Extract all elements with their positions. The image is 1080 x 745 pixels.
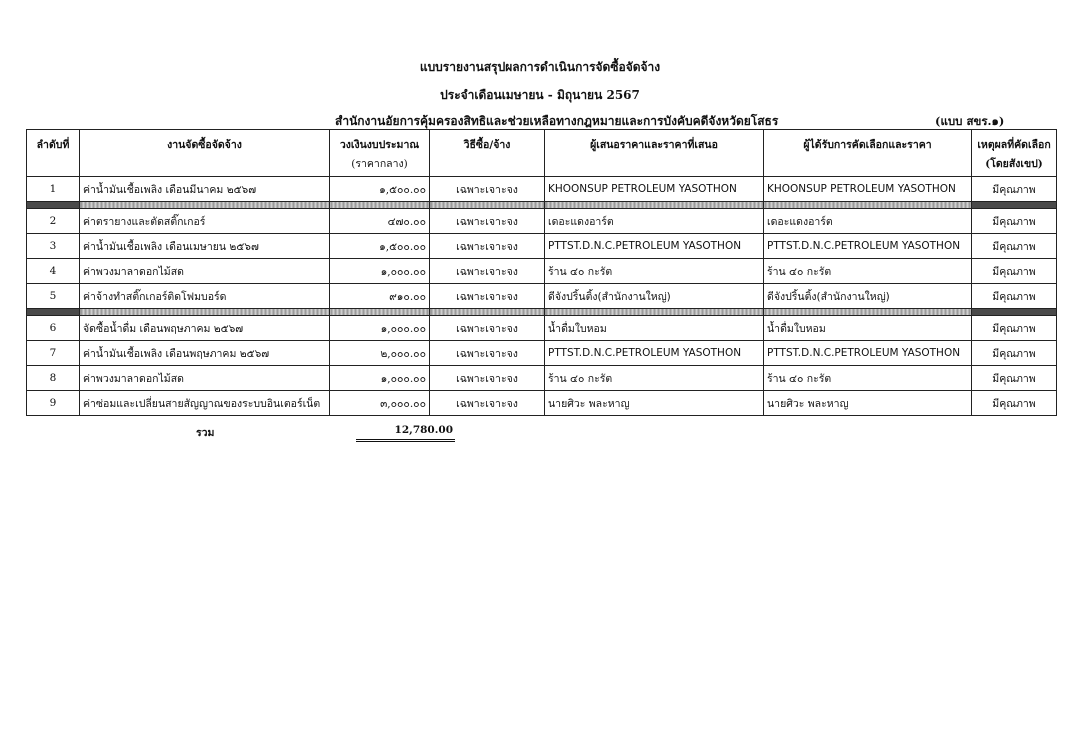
cell-reason: มีคุณภาพ [972, 391, 1057, 416]
cell-no: 6 [27, 316, 80, 341]
cell-method: เฉพาะเจาะจง [430, 391, 545, 416]
table-row [27, 284, 1057, 309]
separator-cell [330, 202, 430, 209]
cell-winner: เดอะแดงอาร์ต [764, 209, 972, 234]
total-label: รวม [196, 427, 215, 439]
cell-item: ค่าตรายางและตัดสติ๊กเกอร์ [80, 209, 330, 234]
cell-bidder: KHOONSUP PETROLEUM YASOTHON [545, 177, 764, 202]
separator-cell [430, 309, 545, 316]
table-row [27, 341, 1057, 366]
separator-cell [972, 202, 1057, 209]
cell-amount: ๔๗๐.๐๐ [330, 209, 430, 234]
table-row [27, 177, 1057, 202]
separator-cell [27, 309, 80, 316]
cell-item: ค่าพวงมาลาดอกไม้สด [80, 366, 330, 391]
cell-no: 2 [27, 209, 80, 234]
header-reason [972, 130, 1057, 177]
separator-cell [764, 202, 972, 209]
header-reason-label: เหตุผลที่คัดเลือก [977, 139, 1051, 151]
header-budget [330, 130, 430, 177]
cell-amount: ๑,๐๐๐.๐๐ [330, 316, 430, 341]
header-item-label: งานจัดซื้อจัดจ้าง [167, 139, 242, 151]
cell-amount: ๙๑๐.๐๐ [330, 284, 430, 309]
separator-cell [972, 309, 1057, 316]
cell-method: เฉพาะเจาะจง [430, 259, 545, 284]
cell-item: ค่าน้ำมันเชื้อเพลิง เดือนพฤษภาคม ๒๕๖๗ [80, 341, 330, 366]
cell-method: เฉพาะเจาะจง [430, 284, 545, 309]
table-header-row [27, 130, 1057, 177]
header-budget-label: วงเงินงบประมาณ [339, 139, 420, 151]
separator-cell [80, 309, 330, 316]
cell-winner: PTTST.D.N.C.PETROLEUM YASOTHON [764, 341, 972, 366]
separator-cell [330, 309, 430, 316]
separator-cell [545, 309, 764, 316]
cell-reason: มีคุณภาพ [972, 234, 1057, 259]
cell-amount: ๑,๐๐๐.๐๐ [330, 366, 430, 391]
total-amount: 12,780.00 [394, 424, 453, 436]
form-code: (แบบ สขร.๑) [935, 114, 1005, 128]
cell-bidder: นายศิวะ พละหาญ [545, 391, 764, 416]
cell-winner: ดีจังปริ้นติ้ง(สำนักงานใหญ่) [764, 284, 972, 309]
cell-item: ค่าจ้างทำสติ๊กเกอร์ติดโฟมบอร์ด [80, 284, 330, 309]
separator-cell [545, 202, 764, 209]
cell-winner: นายศิวะ พละหาญ [764, 391, 972, 416]
header-item [80, 130, 330, 177]
cell-amount: ๑,๕๐๐.๐๐ [330, 177, 430, 202]
cell-reason: มีคุณภาพ [972, 284, 1057, 309]
cell-reason: มีคุณภาพ [972, 316, 1057, 341]
header-bidder-label: ผู้เสนอราคาและราคาที่เสนอ [590, 139, 718, 151]
cell-amount: ๓,๐๐๐.๐๐ [330, 391, 430, 416]
cell-no: 3 [27, 234, 80, 259]
cell-winner: น้ำดื่มใบหอม [764, 316, 972, 341]
total-double-underline [356, 439, 455, 442]
table-row [27, 316, 1057, 341]
table-row [27, 391, 1057, 416]
office-name: สำนักงานอัยการคุ้มครองสิทธิและช่วยเหลือทางกฎหมายและการบังคับคดีจังหวัดยโสธร [335, 114, 779, 128]
cell-item: ค่าซ่อมและเปลี่ยนสายสัญญาณของระบบอินเตอร์เน็ต [80, 391, 330, 416]
cell-no: 9 [27, 391, 80, 416]
cell-no: 5 [27, 284, 80, 309]
separator-cell [764, 309, 972, 316]
cell-winner: PTTST.D.N.C.PETROLEUM YASOTHON [764, 234, 972, 259]
cell-bidder: ร้าน ๔๐ กะรัต [545, 366, 764, 391]
cell-method: เฉพาะเจาะจง [430, 316, 545, 341]
procurement-table [26, 129, 1057, 416]
report-title: แบบรายงานสรุปผลการดำเนินการจัดซื้อจัดจ้าง [419, 60, 661, 74]
cell-no: 8 [27, 366, 80, 391]
cell-bidder: ดีจังปริ้นติ้ง(สำนักงานใหญ่) [545, 284, 764, 309]
cell-amount: ๑,๐๐๐.๐๐ [330, 259, 430, 284]
cell-bidder: ร้าน ๔๐ กะรัต [545, 259, 764, 284]
cell-item: จัดซื้อน้ำดื่ม เดือนพฤษภาคม ๒๕๖๗ [80, 316, 330, 341]
table-row [27, 366, 1057, 391]
header-method [430, 130, 545, 177]
cell-no: 4 [27, 259, 80, 284]
total-row [26, 424, 453, 444]
cell-bidder: เดอะแดงอาร์ต [545, 209, 764, 234]
cell-no: 1 [27, 177, 80, 202]
cell-item: ค่าพวงมาลาดอกไม้สด [80, 259, 330, 284]
month-separator [27, 202, 1057, 209]
cell-reason: มีคุณภาพ [972, 259, 1057, 284]
cell-reason: มีคุณภาพ [972, 366, 1057, 391]
cell-winner: ร้าน ๔๐ กะรัต [764, 259, 972, 284]
header-reason-sub: (โดยสังเขป) [985, 158, 1043, 170]
table-row [27, 259, 1057, 284]
cell-amount: ๒,๐๐๐.๐๐ [330, 341, 430, 366]
cell-method: เฉพาะเจาะจง [430, 366, 545, 391]
cell-method: เฉพาะเจาะจง [430, 209, 545, 234]
cell-item: ค่าน้ำมันเชื้อเพลิง เดือนมีนาคม ๒๕๖๗ [80, 177, 330, 202]
table-row [27, 209, 1057, 234]
cell-no: 7 [27, 341, 80, 366]
header-no [27, 130, 80, 177]
separator-cell [80, 202, 330, 209]
header-bidder [545, 130, 764, 177]
separator-cell [430, 202, 545, 209]
table-row [27, 234, 1057, 259]
header-method-label: วิธีซื้อ/จ้าง [463, 139, 511, 151]
cell-amount: ๑,๕๐๐.๐๐ [330, 234, 430, 259]
cell-bidder: PTTST.D.N.C.PETROLEUM YASOTHON [545, 341, 764, 366]
cell-method: เฉพาะเจาะจง [430, 341, 545, 366]
cell-bidder: น้ำดื่มใบหอม [545, 316, 764, 341]
header-winner-label: ผู้ได้รับการคัดเลือกและราคา [803, 139, 932, 151]
header-no-label: ลำดับที่ [36, 139, 70, 151]
month-separator [27, 309, 1057, 316]
separator-cell [27, 202, 80, 209]
report-period: ประจำเดือนเมษายน - มิถุนายน 2567 [440, 88, 640, 102]
cell-item: ค่าน้ำมันเชื้อเพลิง เดือนเมษายน ๒๕๖๗ [80, 234, 330, 259]
cell-method: เฉพาะเจาะจง [430, 177, 545, 202]
cell-reason: มีคุณภาพ [972, 209, 1057, 234]
cell-method: เฉพาะเจาะจง [430, 234, 545, 259]
cell-winner: KHOONSUP PETROLEUM YASOTHON [764, 177, 972, 202]
header-winner [764, 130, 972, 177]
cell-winner: ร้าน ๔๐ กะรัต [764, 366, 972, 391]
cell-bidder: PTTST.D.N.C.PETROLEUM YASOTHON [545, 234, 764, 259]
header-budget-sub: (ราคากลาง) [351, 158, 408, 170]
cell-reason: มีคุณภาพ [972, 341, 1057, 366]
cell-reason: มีคุณภาพ [972, 177, 1057, 202]
